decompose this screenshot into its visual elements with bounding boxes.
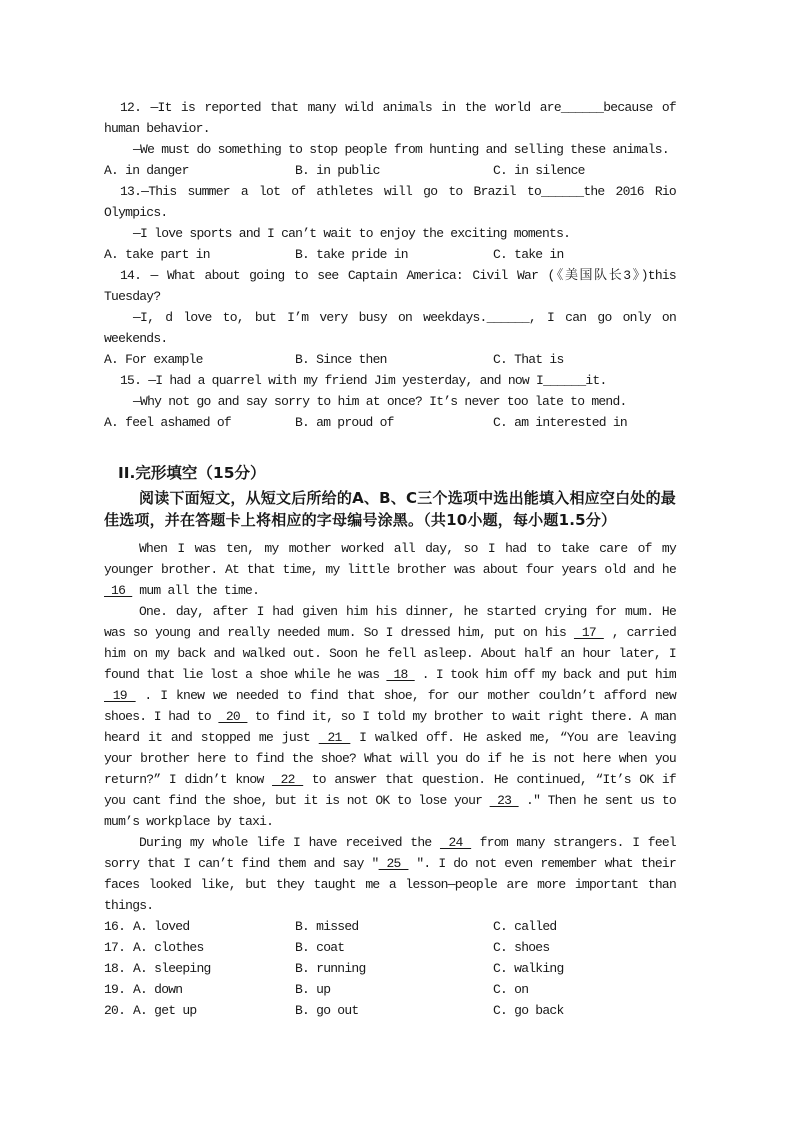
cloze-section [104, 461, 676, 1021]
question-12-option-c: C. in silence [493, 163, 585, 178]
cloze-item-19-option-b: B. up [295, 982, 331, 997]
cloze-options-list [104, 916, 676, 1021]
question-13-stem: 13.—This summer a lot of athletes will go to Brazil to______the 2016 Rio Olympics. [104, 184, 676, 220]
question-14-options [104, 349, 676, 370]
cloze-section-heading: II.完形填空（15分） [118, 464, 266, 482]
question-15-option-a: A. feel ashamed of [104, 415, 231, 430]
cloze-blank: 25 [378, 856, 409, 871]
cloze-item-17-option-c: C. shoes [493, 940, 550, 955]
question-15-reply: —Why not go and say sorry to him at once? It’s never too late to mend. [133, 394, 627, 409]
cloze-item-19-number: 19. [104, 982, 126, 997]
cloze-item-18-option-b: B. running [295, 961, 366, 976]
cloze-blank: 23 [489, 793, 519, 808]
cloze-item-17 [104, 937, 676, 958]
cloze-blank: 20 [218, 709, 248, 724]
cloze-passage [104, 538, 676, 916]
cloze-item-18-option-c: C. walking [493, 961, 564, 976]
question-12-reply: —We must do something to stop people from hunting and selling these animals. [133, 142, 669, 157]
question-13-option-c: C. take in [493, 247, 564, 262]
cloze-blank: 16 [104, 583, 133, 598]
cloze-item-18-number: 18. [104, 961, 126, 976]
cloze-item-16-first [104, 916, 295, 937]
cloze-item-17-option-b: B. coat [295, 940, 345, 955]
question-15-option-b: B. am proud of [295, 415, 394, 430]
question-15-stem: 15. —I had a quarrel with my friend Jim yesterday, and now I______it. [120, 373, 607, 388]
question-12 [104, 97, 676, 181]
question-13-option-b: B. take pride in [295, 247, 408, 262]
question-14-stem: 14. — What about going to see Captain America: Civil War (《美国队长3》)this Tuesday? [104, 268, 676, 304]
question-15-options [104, 412, 676, 433]
cloze-item-16-number: 16. [104, 919, 126, 934]
exam-content [104, 97, 676, 1021]
cloze-item-20-option-a: A. get up [133, 1003, 197, 1018]
cloze-item-18-option-a: A. sleeping [133, 961, 211, 976]
cloze-item-19-option-c: C. on [493, 982, 529, 997]
cloze-blank: 17 [573, 625, 604, 640]
question-14 [104, 265, 676, 370]
cloze-blank: 24 [439, 835, 472, 850]
cloze-item-20-number: 20. [104, 1003, 126, 1018]
question-14-option-a: A. For example [104, 352, 203, 367]
cloze-item-17-option-a: A. clothes [133, 940, 204, 955]
cloze-blank: 21 [318, 730, 351, 745]
cloze-item-18 [104, 958, 676, 979]
cloze-item-20-first [104, 1000, 295, 1021]
question-14-option-c: C. That is [493, 352, 564, 367]
question-13-reply: —I love sports and I can’t wait to enjoy the exciting moments. [133, 226, 571, 241]
cloze-paragraph-3: During my whole life I have received the 24 from many strangers. I feel sorry that I can’t find them and say ″ 25 ″. I do not even remember what their faces looked like, but they taught me a lesson—people are more important than things. [104, 835, 676, 913]
cloze-item-16-option-a: A. loved [133, 919, 190, 934]
cloze-item-19 [104, 979, 676, 1000]
cloze-item-20-option-c: C. go back [493, 1003, 564, 1018]
question-12-options [104, 160, 676, 181]
cloze-blank: 22 [272, 772, 304, 787]
cloze-blank: 18 [386, 667, 415, 682]
cloze-item-16-option-b: B. missed [295, 919, 359, 934]
cloze-paragraph-2: One. day, after I had given him his dinner, he started crying for mum. He was so young and really needed mum. So I dressed him, put on his 17 , carried him on my back and walked out. Soon he fell asleep. About half an hour later, I found that lie lost a shoe while he was 18 . I took him off my back and put him 19 . I knew we needed to find that shoe, for our mother couldn’t afford new shoes. I had to 20 to find it, so I told my brother to wait right there. A man heard it and stopped me just 21 I walked off. He asked me, “You are leaving your brother here to find the shoe? What will you do if he is not here when you return?” I didn’t know 22 to answer that question. He continued, “It’s OK if you cant find the shoe, but it is not OK to lose your 23 .″ Then he sent us to mum’s workplace by taxi. [104, 604, 676, 829]
cloze-item-20-option-b: B. go out [295, 1003, 359, 1018]
cloze-item-17-number: 17. [104, 940, 126, 955]
cloze-item-18-first [104, 958, 295, 979]
question-12-option-a: A. in danger [104, 163, 189, 178]
cloze-blank: 19 [104, 688, 136, 703]
cloze-item-17-first [104, 937, 295, 958]
question-14-reply: —I, d love to, but I’m very busy on weekdays.______, I can go only on weekends. [104, 310, 676, 346]
question-13-option-a: A. take part in [104, 247, 210, 262]
question-13 [104, 181, 676, 265]
question-14-option-b: B. Since then [295, 352, 387, 367]
cloze-instructions: 阅读下面短文，从短文后所给的A、B、C三个选项中选出能填入相应空白处的最佳选项，并在答题卡上将相应的字母编号涂黑。（共10小题，每小题1.5分） [104, 489, 676, 529]
cloze-item-20 [104, 1000, 676, 1021]
cloze-paragraph-1: When I was ten, my mother worked all day, so I had to take care of my younger brother. At that time, my little brother was about four years old and he 16 mum all the time. [104, 541, 676, 598]
question-15 [104, 370, 676, 433]
question-12-option-b: B. in public [295, 163, 380, 178]
cloze-item-19-first [104, 979, 295, 1000]
question-15-option-c: C. am interested in [493, 415, 627, 430]
cloze-item-16 [104, 916, 676, 937]
cloze-item-19-option-a: A. down [133, 982, 183, 997]
question-12-stem: 12. —It is reported that many wild animals in the world are______because of human behavior. [104, 100, 676, 136]
question-13-options [104, 244, 676, 265]
cloze-item-16-option-c: C. called [493, 919, 557, 934]
